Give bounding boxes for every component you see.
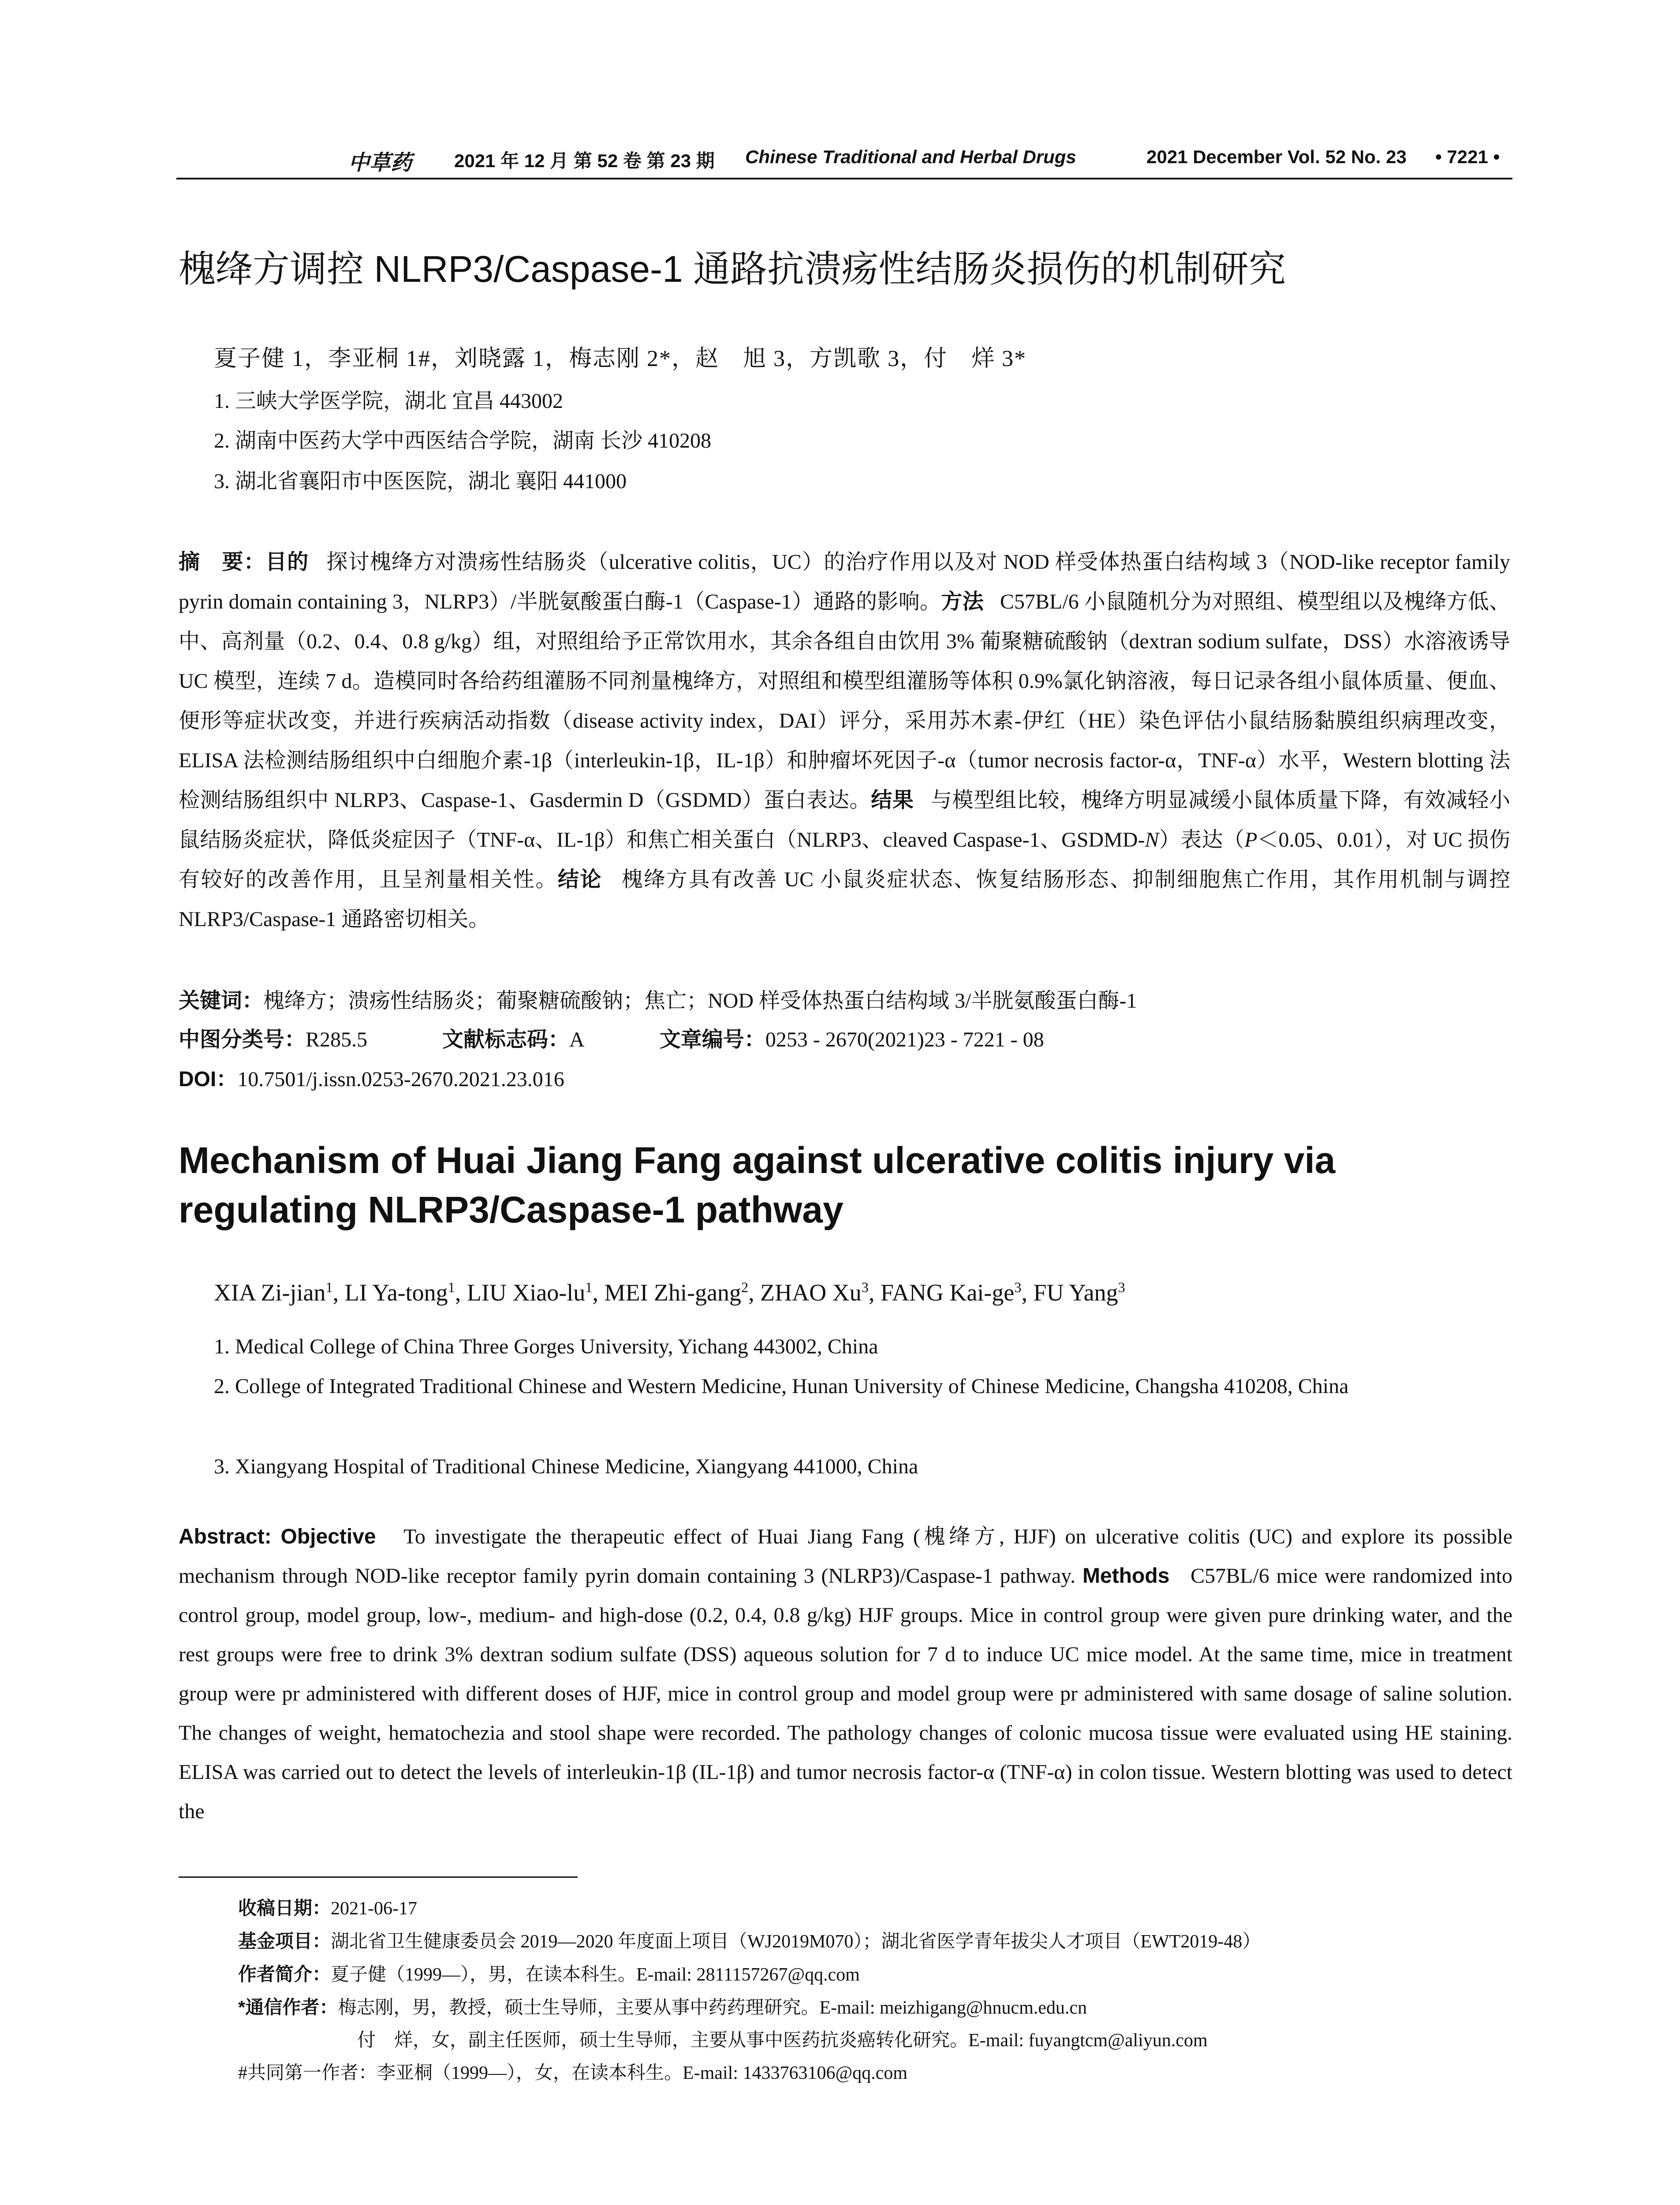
footnote-label: 基金项目： [238, 1931, 331, 1951]
footnote-text: 夏子健（1999—），男，在读本科生。E-mail: 2811157267@qq.com [331, 1965, 860, 1985]
footnote-text: 梅志刚，男，教授，硕士生导师，主要从事中药药理研究。E-mail: meizhigang@hnucm.edu.cn [338, 1998, 1087, 2018]
author-affiliation-mark: 2 [741, 1280, 749, 1296]
conclusion-label-cn: 结论 [557, 868, 603, 891]
author-affiliation-mark: 1 [325, 1280, 333, 1296]
author-affiliation-mark: 3 [1118, 1280, 1125, 1296]
results-text-cn-p: P [1244, 828, 1258, 852]
author-affiliation-mark: 3 [861, 1280, 869, 1296]
methods-text-cn: C57BL/6 小鼠随机分为对照组、模型组以及槐绛方低、中、高剂量（0.2、0.4、0.8 g/kg）组，对照组给予正常饮用水，其余各组自由饮用 3% 葡聚糖硫酸钠（dextran sodium sulfate，DSS）水溶液诱导 UC 模型，连续 7 d。造模同时各给药组灌肠不同剂量槐绛方，对照组和模型组灌肠等体积 0.9%氯化钠溶液，每日记录各组小鼠体质量、便血、便形等症状改变，并进行疾病活动指数（disease activity index，DAI）评分，采用苏木素-伊红（HE）染色评估小鼠结肠黏膜组织病理改变，ELISA 法检测结肠组织中白细胞介素-1β（interleukin-1β，IL-1β）和肿瘤坏死因子-α（tumor necrosis factor-α，TNF-α）水平，Western blotting 法检测结肠组织中 NLRP3、Caspase-1、Gasdermin D（GSDMD）蛋白表达。 [179, 590, 1510, 812]
footnote-text: 2021-06-17 [331, 1899, 417, 1919]
journal-name-en: Chinese Traditional and Herbal Drugs [745, 146, 1076, 167]
results-text-cn-b: ）表达（ [1159, 828, 1245, 852]
footnote-author-bio [238, 1958, 1517, 1991]
title-cn: 槐绛方调控 NLRP3/Caspase-1 通路抗溃疡性结肠炎损伤的机制研究 [179, 248, 1286, 290]
author-en: XIA Zi-jian$^1$ [214, 1279, 333, 1306]
methods-label-cn: 方法 [941, 590, 984, 613]
conclusion-text-cn: 槐绛方具有改善 UC 小鼠炎症状态、恢复结肠形态、抑制细胞焦亡作用，其作用机制与调控 NLRP3/Caspase-1 通路密切相关。 [179, 868, 1511, 931]
class-value: R285.5 [306, 1028, 368, 1051]
author-en: FANG Kai-$ge^3$ [880, 1279, 1022, 1306]
affiliation-cn-1: 1. 三峡大学医学院，湖北 宜昌 443002 [214, 389, 564, 413]
results-text-cn-a: 与模型组比较，槐绛方明显减缓小鼠体质量下降，有效减轻小鼠结肠炎症状，降低炎症因子（TNF-α、IL-1β）和焦亡相关蛋白（NLRP3、cleaved Caspase-1、GSDMD- [179, 789, 1510, 852]
footnote-label: 收稿日期： [238, 1898, 331, 1918]
footnote-text: 付 烊，女，副主任医师，硕士生导师，主要从事中医药抗炎癌转化研究。E-mail: fuyangtcm@aliyun.com [357, 2030, 1208, 2051]
objective-text-cn: 探讨槐绛方对溃疡性结肠炎（ulcerative colitis，UC）的治疗作用以及对 NOD 样受体热蛋白结构域 3（NOD-like receptor family pyrin domain containing 3，NLRP3）/半胱氨酸蛋白酶-1（Caspase-1）通路的影响。 [179, 550, 1510, 613]
affiliation-cn-2: 2. 湖南中医药大学中西医结合学院，湖南 长沙 410208 [214, 429, 712, 452]
doc-code-label: 文献标志码： [442, 1028, 570, 1051]
article-no-value: 0253 - 2670(2021)23 - 7221 - 08 [765, 1028, 1044, 1051]
running-header [176, 146, 1512, 176]
abstract-label-en: Abstract: [179, 1525, 272, 1548]
class-label: 中图分类号： [179, 1028, 306, 1051]
footnotes [238, 1892, 1517, 2089]
keywords-text-cn: 槐绛方；溃疡性结肠炎；葡聚糖硫酸钠；焦亡；NOD 样受体热蛋白结构域 3/半胱氨酸蛋白酶-1 [263, 989, 1137, 1013]
author-en: LIU Xiao-$lu^1$ [467, 1279, 593, 1306]
doi-label: DOI： [179, 1068, 238, 1091]
authors-en: XIA Zi-jian$^1$, LI Ya-tong$^1$, LIU Xiao-$lu^1$, MEI Zhi-gang$^2$, ZHAO Xu$^3$, FANG Kai-$ge^3$, FU Yang$^3$ [214, 1279, 1125, 1306]
issue-info-en: 2021 December Vol. 52 No. 23 [1146, 146, 1407, 167]
author-affiliation-mark: 1 [585, 1280, 593, 1296]
footnote-label: 作者简介： [238, 1964, 331, 1984]
footnote-rule [179, 1876, 578, 1878]
abstract-en [179, 1517, 1512, 1831]
results-text-cn-n: N [1145, 828, 1159, 852]
article-no-label: 文章编号： [659, 1028, 765, 1051]
affiliation-en-2: 2. College of Integrated Traditional Chinese and Western Medicine, Hunan University of Chinese Medicine, Changsha 410208, China [214, 1375, 1349, 1398]
methods-label-en: Methods [1082, 1564, 1170, 1588]
author-en: LI Ya-tong$^1$ [344, 1279, 455, 1306]
journal-name-cn: 中草药 [348, 151, 412, 175]
footnote-text: 湖北省卫生健康委员会 2019—2020 年度面上项目（WJ2019M070）；湖北省医学青年拔尖人才项目（EWT2019-48） [331, 1932, 1261, 1952]
footnote-funding [238, 1925, 1517, 1958]
objective-label-en: Objective [280, 1525, 376, 1548]
doi-line [179, 1060, 1510, 1099]
author-affiliation-mark: 3 [1014, 1280, 1022, 1296]
footnote-corresponding-2 [238, 2024, 1517, 2057]
abstract-label-cn: 摘 要： [179, 550, 266, 574]
methods-text-en: C57BL/6 mice were randomized into control group, model group, low-, medium- and high-dose (0.2, 0.4, 0.8 g/kg) HJF groups. Mice in control group were given pure drinking water, and the rest groups were free to drink 3% dextran sodium sulfate (DSS) aqueous solution for 7 d to induce UC mice model. At the same time, mice in treatment group were pr administered with different doses of HJF, mice in control group and model group were pr administered with same dosage of saline solution. The changes of weight, hematochezia and stool shape were recorded. The pathology changes of colonic mucosa tissue were evaluated using HE staining. ELISA was carried out to detect the levels of interleukin-1β (IL-1β) and tumor necrosis factor-α (TNF-α) in colon tissue. Western blotting was used to detect the [179, 1564, 1513, 1823]
page-number: • 7221 • [1435, 146, 1500, 167]
keywords-label-cn: 关键词： [179, 989, 264, 1013]
footnote-corresponding [238, 1991, 1517, 2024]
footnote-received [238, 1892, 1517, 1925]
keywords-cn [179, 981, 1510, 1021]
footnote-cofirst [238, 2057, 1517, 2089]
abstract-cn [179, 542, 1510, 939]
author-en: MEI Zhi-gang$^2$ [604, 1279, 749, 1306]
author-en: ZHAO Xu$^3$ [760, 1279, 869, 1306]
header-rule [176, 178, 1512, 179]
objective-label-cn: 目的 [265, 550, 309, 574]
results-label-cn: 结果 [871, 789, 914, 812]
results-text-cn-c: ＜0.05、0.01），对 UC 损伤有较好的改善作用，且呈剂量相关性。 [179, 828, 1510, 891]
affiliation-en-1: 1. Medical College of China Three Gorges University, Yichang 443002, China [214, 1335, 878, 1358]
author-en: FU Yang$^3$ [1033, 1279, 1125, 1306]
doc-code-value: A [569, 1028, 585, 1051]
affiliation-cn-3: 3. 湖北省襄阳市中医医院，湖北 襄阳 441000 [214, 470, 627, 493]
doi-value[interactable]: 10.7501/j.issn.0253-2670.2021.23.016 [237, 1068, 564, 1091]
footnote-text: #共同第一作者：李亚桐（1999—），女，在读本科生。E-mail: 1433763106@qq.com [238, 2063, 907, 2083]
footnote-label: *通信作者： [238, 1997, 338, 2018]
classification-line [179, 1020, 1510, 1060]
authors-cn: 夏子健 1，李亚桐 1#，刘晓露 1，梅志刚 2*，赵 旭 3，方凯歌 3，付 烊 3* [214, 346, 1027, 371]
title-en: Mechanism of Huai Jiang Fang against ulcerative colitis injury via regulating NLRP3/Caspase-1 pathway [179, 1140, 1336, 1230]
objective-text-en: To investigate the therapeutic effect of Huai Jiang Fang (槐绛方, HJF) on ulcerative colitis (UC) and explore its possible mechanism through NOD-like receptor family pyrin domain containing 3 (NLRP3)/Caspase-1 pathway. [179, 1525, 1513, 1588]
issue-info-cn: 2021 年 12 月 第 52 卷 第 23 期 [454, 150, 715, 171]
affiliation-en-3: 3. Xiangyang Hospital of Traditional Chinese Medicine, Xiangyang 441000, China [214, 1455, 918, 1478]
author-affiliation-mark: 1 [448, 1280, 455, 1296]
